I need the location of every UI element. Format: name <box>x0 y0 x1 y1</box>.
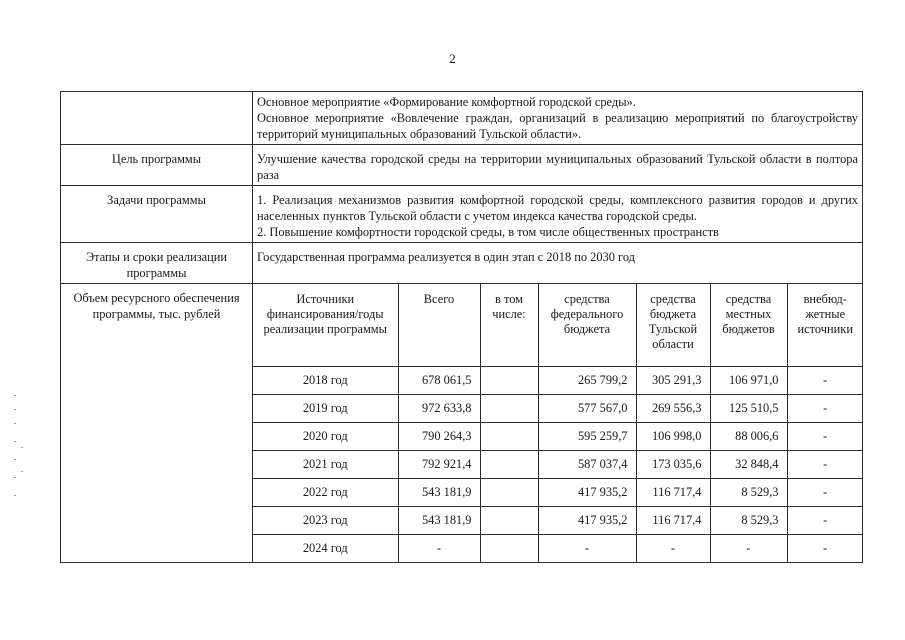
header-local: средства местных бюджетов <box>710 284 787 367</box>
total-cell: 790 264,3 <box>398 423 480 451</box>
local-cell: 125 510,5 <box>710 395 787 423</box>
including-cell <box>480 451 538 479</box>
federal-cell: 577 567,0 <box>538 395 636 423</box>
stages-value: Государственная программа реализуется в один этап с 2018 по 2030 год <box>253 243 863 284</box>
total-cell: 678 061,5 <box>398 367 480 395</box>
year-cell: 2023 год <box>253 507 398 535</box>
extrabudget-cell: - <box>787 479 863 507</box>
tasks-value <box>253 186 863 243</box>
header-federal: средства федерального бюджета <box>538 284 636 367</box>
federal-cell: 587 037,4 <box>538 451 636 479</box>
task-line: 1. Реализация механизмов развития комфортной городской среды, комплексного развития городов и других населенных пунктов Тульской области с учетом индекса качества городской среды. <box>257 193 858 223</box>
header-regional: средства бюджета Тульской области <box>636 284 710 367</box>
federal-cell: 265 799,2 <box>538 367 636 395</box>
regional-cell: 269 556,3 <box>636 395 710 423</box>
total-cell: - <box>398 535 480 563</box>
goal-label: Цель программы <box>61 145 253 186</box>
regional-cell: 116 717,4 <box>636 479 710 507</box>
finance-year-row <box>253 535 863 563</box>
federal-cell: 417 935,2 <box>538 479 636 507</box>
federal-cell: 595 259,7 <box>538 423 636 451</box>
year-cell: 2021 год <box>253 451 398 479</box>
including-cell <box>480 367 538 395</box>
total-cell: 972 633,8 <box>398 395 480 423</box>
regional-cell: 116 717,4 <box>636 507 710 535</box>
program-passport-table <box>60 91 863 563</box>
page-number: 2 <box>449 51 456 66</box>
total-cell: 543 181,9 <box>398 507 480 535</box>
local-cell: 106 971,0 <box>710 367 787 395</box>
finance-year-row <box>253 367 863 395</box>
extrabudget-cell: - <box>787 395 863 423</box>
finance-year-row <box>253 479 863 507</box>
local-cell: 8 529,3 <box>710 507 787 535</box>
goal-value: Улучшение качества городской среды на территории муниципальных образований Тульской области в полтора раза <box>253 145 863 186</box>
regional-cell: - <box>636 535 710 563</box>
finance-row <box>61 284 863 563</box>
header-total: Всего <box>398 284 480 367</box>
finance-year-row <box>253 507 863 535</box>
local-cell: 88 006,6 <box>710 423 787 451</box>
activity-line: Основное мероприятие «Формирование комфортной городской среды». <box>257 95 636 109</box>
scan-margin-marks <box>13 395 27 515</box>
activity-line: Основное мероприятие «Вовлечение граждан, организаций в реализацию мероприятий по благоустройству территорий муниципальных образований Тульской области». <box>257 111 858 141</box>
activities-row <box>61 92 863 145</box>
including-cell <box>480 535 538 563</box>
extrabudget-cell: - <box>787 507 863 535</box>
finance-year-row <box>253 451 863 479</box>
including-cell <box>480 423 538 451</box>
local-cell: 32 848,4 <box>710 451 787 479</box>
regional-cell: 173 035,6 <box>636 451 710 479</box>
year-cell: 2018 год <box>253 367 398 395</box>
year-cell: 2020 год <box>253 423 398 451</box>
activities-label <box>61 92 253 145</box>
finance-year-row <box>253 423 863 451</box>
header-sources: Источники финансирования/годы реализации программы <box>253 284 398 367</box>
extrabudget-cell: - <box>787 423 863 451</box>
task-line: 2. Повышение комфортности городской среды, в том числе общественных пространств <box>257 225 719 239</box>
including-cell <box>480 395 538 423</box>
stages-label: Этапы и сроки реализации программы <box>61 243 253 284</box>
finance-year-row <box>253 395 863 423</box>
finance-label: Объем ресурсного обеспечения программы, тыс. рублей <box>61 284 253 563</box>
extrabudget-cell: - <box>787 451 863 479</box>
local-cell: 8 529,3 <box>710 479 787 507</box>
including-cell <box>480 507 538 535</box>
stages-row <box>61 243 863 284</box>
local-cell: - <box>710 535 787 563</box>
year-cell: 2019 год <box>253 395 398 423</box>
tasks-label: Задачи программы <box>61 186 253 243</box>
federal-cell: - <box>538 535 636 563</box>
regional-cell: 106 998,0 <box>636 423 710 451</box>
goal-row <box>61 145 863 186</box>
finance-table <box>253 284 863 562</box>
year-cell: 2022 год <box>253 479 398 507</box>
finance-header-row <box>253 284 863 367</box>
extrabudget-cell: - <box>787 367 863 395</box>
header-including: в том числе: <box>480 284 538 367</box>
total-cell: 543 181,9 <box>398 479 480 507</box>
total-cell: 792 921,4 <box>398 451 480 479</box>
extrabudget-cell: - <box>787 535 863 563</box>
year-cell: 2024 год <box>253 535 398 563</box>
finance-value <box>253 284 863 563</box>
activities-value <box>253 92 863 145</box>
federal-cell: 417 935,2 <box>538 507 636 535</box>
regional-cell: 305 291,3 <box>636 367 710 395</box>
including-cell <box>480 479 538 507</box>
tasks-row <box>61 186 863 243</box>
header-extrabudget: внебюд-жетные источники <box>787 284 863 367</box>
